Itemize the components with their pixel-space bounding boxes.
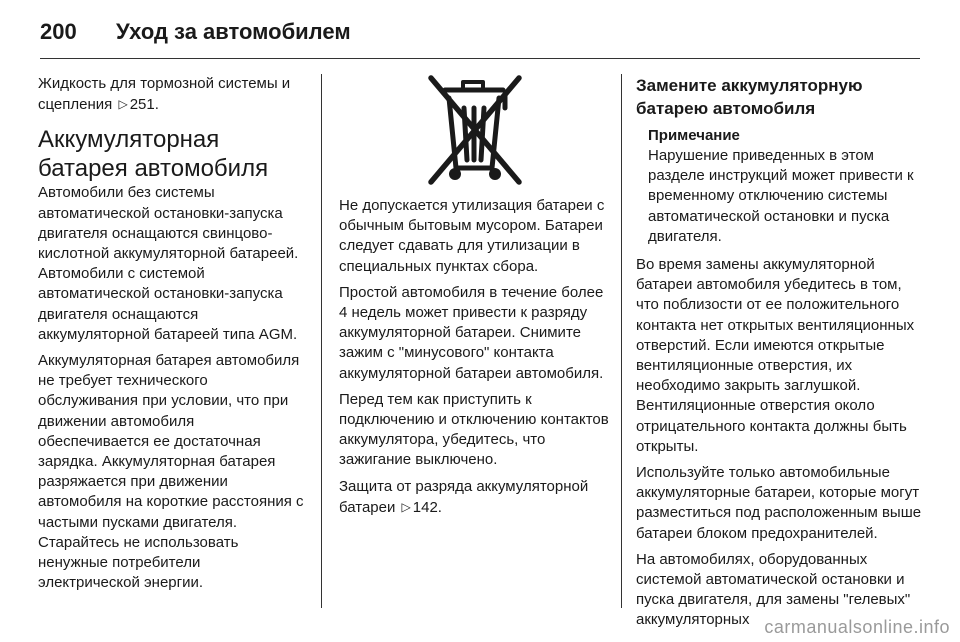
section-heading-battery: Аккумуляторная батарея автомобиля: [38, 126, 269, 183]
crossed-out-wheelie-bin-icon: [423, 72, 527, 188]
disposal-paragraph: Не допускается утилизация батареи с обычным бытовым мусором. Батареи следует сдавать для утилизации в специальных пунктах сбора.: [339, 197, 605, 275]
page-number: 200: [40, 19, 77, 44]
note-block: [648, 126, 922, 247]
replace-paragraph-1: Во время замены аккумуляторной батареи автомобиля убедитесь в том, что поблизости от ее положительного контакта нет открытых вентиляционных отверстий. Если имеются открытые вентиляционные отверстия, их необходимо закрыть заглушкой. Вентиляционные отверстия около отрицательного контакта должны быть открыты.: [636, 256, 915, 455]
column-2: [339, 74, 611, 524]
column-divider-1: [321, 74, 322, 608]
discharge-protection-text: Защита от разряда аккумуляторной батареи: [339, 477, 589, 516]
page-title: Уход за автомобилем: [116, 19, 351, 44]
battery-paragraph-1: Автомобили без системы автоматической остановки-запуска двигателя оснащаются свинцово-кислотной аккумуляторной батареей. Автомобили с системой автоматической остановки-запуска двигателя оснащаются аккумуляторной батареей типа AGM.: [38, 184, 299, 343]
note-text: Нарушение приведенных в этом разделе инструкций может привести к временному отключению системы автоматической остановки и пуска двигателя.: [648, 147, 914, 245]
reference-arrow-icon: ▷: [401, 499, 411, 514]
idle-paragraph: Простой автомобиля в течение более 4 недель может привести к разряду аккумуляторной батареи. Снимите зажим с "минусового" контакта аккумуляторной батареи автомобиля.: [339, 283, 604, 382]
discharge-protection-page-link[interactable]: 142.: [412, 498, 442, 516]
header-divider: [40, 58, 920, 59]
intro-paragraph: [38, 74, 306, 115]
ignition-paragraph: Перед тем как приступить к подключению и отключению контактов аккумулятора, убедитесь, что зажигание выключено.: [339, 390, 609, 469]
note-title: Примечание: [648, 127, 740, 144]
replace-paragraph-3: На автомобилях, оборудованных системой автоматической остановки и пуска двигателя, для замены "гелевых" аккумуляторных: [636, 550, 911, 629]
discharge-protection-paragraph: [339, 477, 611, 518]
watermark: carmanualsonline.info: [764, 617, 950, 637]
replace-paragraph-2: Используйте только автомобильные аккумуляторные батареи, которые могут разместиться под расположенным выше батареи блоком предохранителей.: [636, 464, 922, 542]
page-header: [40, 14, 351, 50]
battery-paragraph-2: Аккумуляторная батарея автомобиля не требует технического обслуживания при условии, что при движении автомобиля обеспечивается ее достаточная зарядка. Аккумуляторная батарея разряжается при движении автомобиля на короткие расстояния с частыми пусками двигателя. Старайтесь не использовать ненужные потребители электрической энергии.: [38, 352, 304, 592]
column-divider-2: [621, 74, 622, 608]
intro-page-link[interactable]: 251.: [129, 96, 159, 114]
column-1: [38, 74, 306, 599]
intro-text: Жидкость для тормозной системы и сцепления: [38, 75, 291, 114]
reference-arrow-icon: ▷: [118, 97, 128, 112]
disposal-symbol: [339, 72, 611, 188]
section-heading-replace-battery: Замените аккумуляторную батарею автомобиля: [636, 76, 863, 118]
column-3: [636, 74, 922, 637]
